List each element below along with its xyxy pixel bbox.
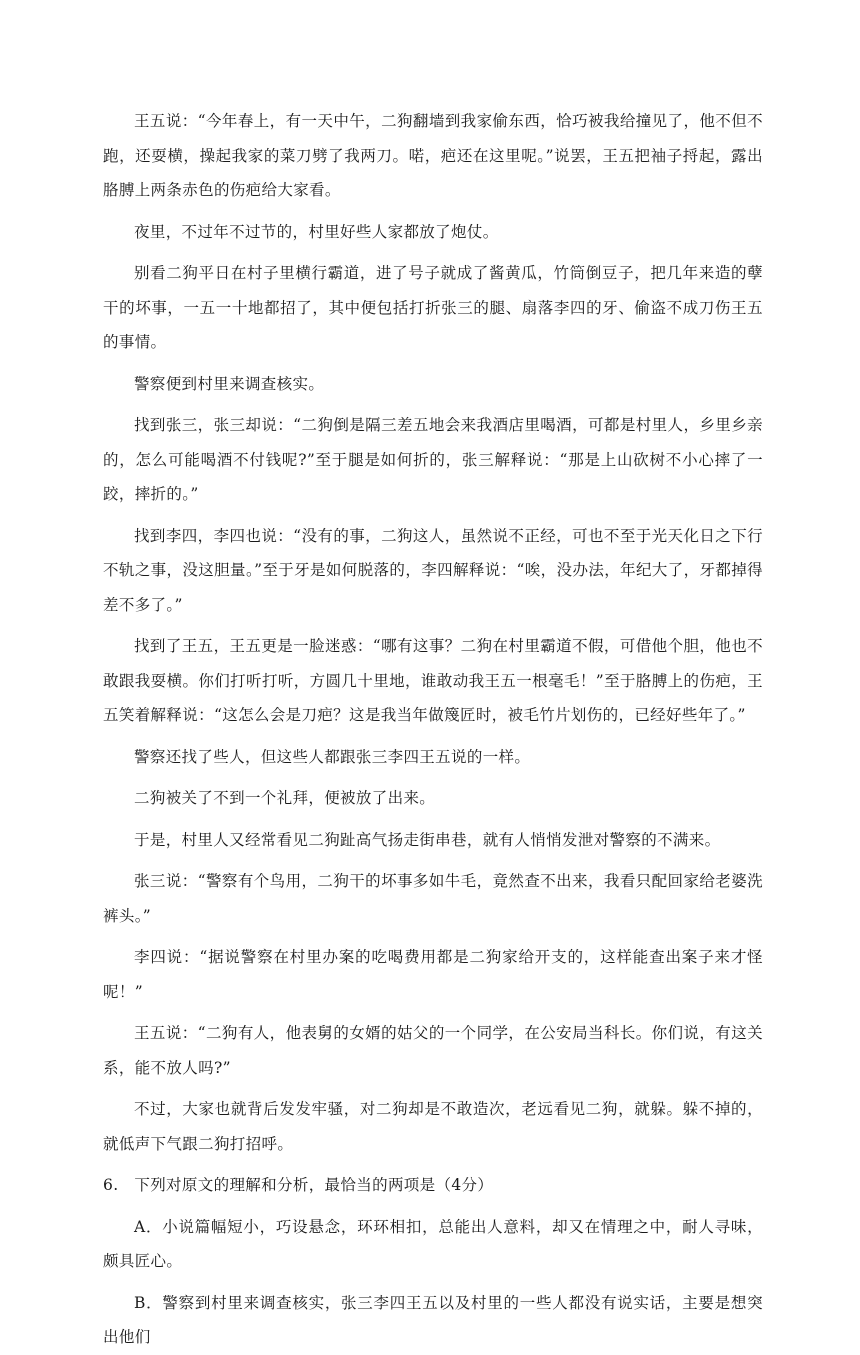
paragraph-zhangsan-complaint: 张三说：“警察有个鸟用，二狗干的坏事多如牛毛，竟然查不出来，我看只配回家给老婆洗裤头。”: [103, 872, 763, 925]
paragraph-firecrackers: 夜里，不过年不过节的，村里好些人家都放了炮仗。: [134, 222, 499, 241]
paragraph-others-same: 警察还找了些人，但这些人都跟张三李四王五说的一样。: [134, 747, 531, 766]
paragraph-ending: 不过，大家也就背后发发牢骚，对二狗却是不敢造次，老远看见二狗，就躲。躲不掉的，就低声下气跟二狗打招呼。: [103, 1100, 763, 1153]
paragraph-villagers-complain: 于是，村里人又经常看见二狗趾高气扬走街串巷，就有人悄悄发泄对警察的不满来。: [134, 830, 721, 849]
paragraph-ergou-confession: 别看二狗平日在村子里横行霸道，进了号子就成了酱黄瓜，竹筒倒豆子，把几年来造的孽干的坏事，一五一十地都招了，其中便包括打折张三的腿、扇落李四的牙、偷盗不成刀伤王五的事情。: [103, 264, 763, 351]
paragraph-wangwu-testimony: 王五说：“今年春上，有一天中午，二狗翻墙到我家偷东西，恰巧被我给撞见了，他不但不跑，还耍横，操起我家的菜刀劈了我两刀。喏，疤还在这里呢。”说罢，王五把袖子捋起，露出胳膊上两条赤色的伤疤给大家看。: [103, 112, 763, 199]
paragraph-lisi-complaint: 李四说：“据说警察在村里办案的吃喝费用都是二狗家给开支的，这样能查出案子来才怪呢！”: [103, 948, 763, 1001]
paragraph-lisi-denial: 找到李四，李四也说：“没有的事，二狗这人，虽然说不正经，可也不至于光天化日之下行不轨之事，没这胆量。”至于牙是如何脱落的，李四解释说：“唉，没办法，年纪大了，牙都掉得差不多了。”: [103, 526, 763, 614]
question-stem: 6. 下列对原文的理解和分析，最恰当的两项是（4分）: [103, 1176, 494, 1194]
paragraph-police-investigate: 警察便到村里来调查核实。: [134, 374, 325, 393]
paragraph-wangwu-complaint: 王五说：“二狗有人，他表舅的女婿的姑父的一个同学，在公安局当科长。你们说，有这关系，能不放人吗?”: [103, 1024, 763, 1077]
question-option-b: B．警察到村里来调查核实，张三李四王五以及村里的一些人都没有说实话，主要是想突出他们: [103, 1293, 763, 1346]
paragraph-ergou-released: 二狗被关了不到一个礼拜，便被放了出来。: [134, 789, 436, 807]
question-option-a: A．小说篇幅短小，巧设悬念，环环相扣，总能出人意料，却又在情理之中，耐人寻味，颇具匠心。: [103, 1217, 763, 1270]
paragraph-zhangsan-denial: 找到张三，张三却说：“二狗倒是隔三差五地会来我酒店里喝酒，可都是村里人，乡里乡亲的，怎么可能喝酒不付钱呢?”至于腿是如何折的，张三解释说：“那是上山砍树不小心摔了一跤，摔折的。”: [103, 416, 763, 503]
document-body: [103, 104, 763, 1355]
paragraph-wangwu-denial: 找到了王五，王五更是一脸迷惑：“哪有这事？二狗在村里霸道不假，可借他个胆，他也不敢跟我耍横。你们打听打听，方圆几十里地，谁敢动我王五一根毫毛！”至于胳膊上的伤疤，王五笑着解释说：“这怎么会是刀疤？这是我当年做篾匠时，被毛竹片划伤的，已经好些年了。”: [103, 637, 763, 724]
